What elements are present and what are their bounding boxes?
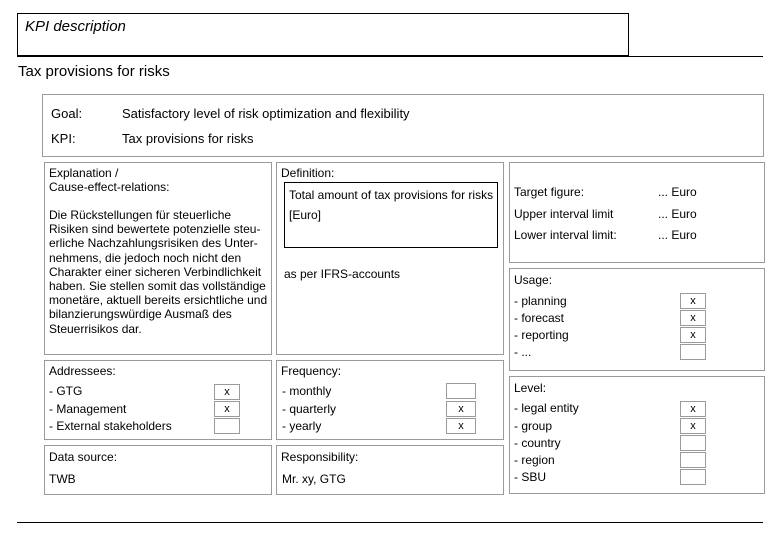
data-source-panel (44, 445, 272, 495)
responsibility-value: Mr. xy, GTG (282, 472, 346, 486)
usage-item-forecast: - forecast (514, 311, 565, 325)
usage-item-reporting: - reporting (514, 328, 569, 342)
explanation-heading-1: Explanation / (49, 166, 119, 180)
level-heading: Level: (514, 381, 547, 395)
definition-heading: Definition: (281, 166, 335, 180)
addressee-checkbox-management[interactable]: x (214, 401, 240, 417)
kpi-value: Tax provisions for risks (122, 131, 254, 146)
addressees-panel (44, 360, 272, 440)
usage-panel (509, 268, 765, 371)
title-box (17, 13, 629, 56)
frequency-monthly: - monthly (282, 384, 332, 398)
footer-rule (17, 522, 763, 523)
responsibility-panel (276, 445, 504, 495)
usage-item-planning: - planning (514, 294, 567, 308)
lower-limit-label: Lower interval limit: (514, 228, 617, 242)
definition-note: as per IFRS-accounts (284, 267, 401, 281)
level-country: - country (514, 436, 561, 450)
data-source-value: TWB (49, 472, 76, 486)
target-figure-value: ... Euro (658, 185, 697, 199)
explanation-line: nehmens, die jedoch noch nicht den (49, 250, 242, 265)
upper-limit-label: Upper interval limit (514, 207, 614, 221)
lower-limit-value: ... Euro (658, 228, 697, 242)
frequency-checkbox-yearly[interactable]: x (446, 418, 476, 434)
definition-panel (276, 162, 504, 355)
explanation-heading-2: Cause-effect-relations: (49, 180, 170, 194)
goal-label: Goal: (51, 106, 83, 121)
targets-panel (509, 162, 765, 263)
level-checkbox-legal-entity[interactable]: x (680, 401, 706, 417)
level-checkbox-sbu[interactable] (680, 469, 706, 485)
addressee-checkbox-gtg[interactable]: x (214, 384, 240, 400)
addressees-heading: Addressees: (49, 364, 116, 378)
frequency-checkbox-monthly[interactable] (446, 383, 476, 399)
page-subtitle: Tax provisions for risks (18, 63, 170, 80)
explanation-panel (44, 162, 272, 355)
explanation-line: erliche Nachzahlungsrisiken des Unter- (49, 236, 258, 251)
addressee-gtg: - GTG (49, 384, 83, 398)
goal-value: Satisfactory level of risk optimization and flexibility (122, 106, 410, 121)
usage-checkbox-reporting[interactable]: x (680, 327, 706, 343)
addressee-management: - Management (49, 402, 127, 416)
explanation-line: bilanzierungswürdige Ausmaß des (49, 307, 232, 322)
kpi-label: KPI: (51, 131, 76, 146)
responsibility-heading: Responsibility: (281, 450, 359, 464)
addressee-checkbox-external[interactable] (214, 418, 240, 434)
explanation-line: monetäre, aktuell bereits ersichtliche und (49, 293, 268, 308)
level-checkbox-region[interactable] (680, 452, 706, 468)
definition-formula-line1: Total amount of tax provisions for risks (289, 188, 494, 202)
level-sbu: - SBU (514, 470, 547, 484)
explanation-text (49, 208, 271, 336)
level-panel (509, 376, 765, 494)
usage-checkbox-other[interactable] (680, 344, 706, 360)
frequency-yearly: - yearly (282, 419, 322, 433)
explanation-line: Risiken sind bewertete potenzielle steu- (49, 222, 261, 237)
usage-heading: Usage: (514, 273, 553, 287)
frequency-panel (276, 360, 504, 440)
usage-item-other: - ... (514, 345, 532, 359)
explanation-line: Steuerrisikos dar. (49, 321, 142, 336)
level-checkbox-group[interactable]: x (680, 418, 706, 434)
frequency-checkbox-quarterly[interactable]: x (446, 401, 476, 417)
explanation-line: haben. Sie stellen somit das vollständige (49, 279, 266, 294)
header-rule (17, 56, 763, 57)
definition-formula-box (284, 182, 498, 248)
target-figure-label: Target figure: (514, 185, 585, 199)
usage-checkbox-planning[interactable]: x (680, 293, 706, 309)
level-region: - region (514, 453, 555, 467)
frequency-quarterly: - quarterly (282, 402, 337, 416)
addressee-external: - External stakeholders (49, 419, 172, 433)
definition-formula-line2: [Euro] (289, 208, 322, 222)
goal-kpi-panel (42, 94, 764, 157)
explanation-line: Charakter einer sicheren Verbindlichkeit (49, 264, 262, 279)
level-group: - group (514, 419, 553, 433)
explanation-line: Die Rückstellungen für steuerliche (49, 208, 232, 222)
data-source-heading: Data source: (49, 450, 118, 464)
level-legal-entity: - legal entity (514, 401, 579, 415)
usage-checkbox-forecast[interactable]: x (680, 310, 706, 326)
upper-limit-value: ... Euro (658, 207, 697, 221)
level-checkbox-country[interactable] (680, 435, 706, 451)
page-title: KPI description (25, 18, 126, 35)
frequency-heading: Frequency: (281, 364, 342, 378)
